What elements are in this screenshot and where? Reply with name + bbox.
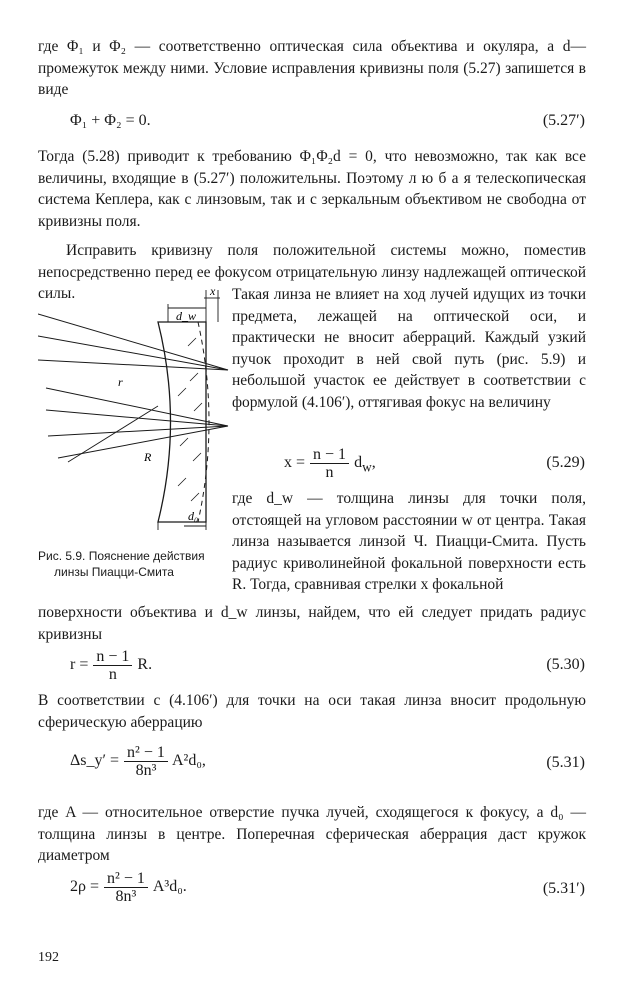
- label-x: x: [210, 286, 216, 298]
- eq-5-29-fraction: [310, 446, 349, 481]
- label-d0: d₀: [188, 509, 199, 523]
- eq-5-30-expression: [70, 648, 152, 683]
- label-dw: d_w: [176, 309, 197, 323]
- text-side1: Такая линза не влияет на ход лучей идущих из точки предмета, лежащей на оптической оси, и практически не вносит аберраций. Каждый узкий пучок проходит в ней свой путь (рис. 5.9) и небольшой участок ее действует в соответствии с формулой (4.106′), оттягивая фокус на величину: [232, 286, 586, 411]
- figure-caption: [38, 548, 228, 580]
- equation-5-29: [0, 444, 623, 484]
- eq-5-31-lhs: Δs_y′ =: [70, 752, 120, 770]
- text-p5: В соответствии с (4.106′) для точки на оси такая линза вносит продольную сферическую аберрацию: [38, 692, 586, 731]
- figure-5-9-lens-diagram: [38, 286, 230, 532]
- page-number: 192: [38, 950, 59, 965]
- paragraph-1: [38, 36, 586, 101]
- text-p1: где Φ₁ и Φ₂ — соответственно оптическая сила объектива и окуляра, а d—промежуток между ними. Условие исправления кривизны поля (5.27) запишется в виде: [38, 38, 586, 98]
- text-p2: Тогда (5.28) приводит к требованию Φ₁Φ₂d = 0, что невозможно, так как все величины, входящие в (5.27′) положительны. Поэтому л ю б а я телескопическая система Кеплера, как с линзовым, так и с зеркальным объективом не свободна от кривизны поля.: [38, 148, 586, 230]
- eq-5-31b-denominator: 8n³: [115, 888, 137, 905]
- eq-5-29-tail: ,: [371, 454, 376, 472]
- eq-5-31-number: (5.31): [546, 754, 585, 771]
- side-text-1: [232, 284, 586, 413]
- eq-5-31b-lhs: 2ρ =: [70, 878, 100, 896]
- eq-5-31b-fraction: [104, 870, 148, 905]
- eq-5-27-number: (5.27′): [542, 112, 585, 129]
- eq-5-29-expression: [284, 446, 376, 481]
- eq-5-31-fraction: [124, 744, 168, 779]
- eq-5-31b-numerator: n² − 1: [104, 870, 148, 888]
- label-R: R: [144, 450, 152, 464]
- eq-5-30-fraction: [93, 648, 132, 683]
- equation-5-30: [0, 646, 623, 686]
- side-text-2: [232, 488, 586, 596]
- equation-5-31: [0, 742, 623, 786]
- eq-5-30-lhs: r =: [70, 656, 89, 674]
- text-p4: поверхности объектива и d_w линзы, найдем, что ей следует придать радиус кривизны: [38, 604, 586, 643]
- eq-5-30-rest: R.: [137, 656, 153, 674]
- text-p6: где A — относительное отверстие пучка лучей, сходящегося к фокусу, а d₀ — толщина линзы в центре. Поперечная сферическая аберрация даст кружок диаметром: [38, 804, 586, 864]
- paragraph-4: [38, 602, 586, 645]
- eq-5-29-numerator: n − 1: [310, 446, 349, 464]
- eq-5-30-number: (5.30): [546, 656, 585, 673]
- eq-5-31-denominator: 8n³: [135, 762, 157, 779]
- eq-5-29-number: (5.29): [546, 454, 585, 471]
- eq-5-31-expression: [70, 744, 206, 779]
- label-r: r: [118, 375, 123, 389]
- eq-5-29-lhs: x =: [284, 454, 306, 472]
- caption-line-1: Рис. 5.9. Пояснение действия: [38, 549, 205, 563]
- eq-5-27-expression: Φ₁ + Φ₂ = 0.: [70, 112, 151, 129]
- text-side2: где d_w — толщина линзы для точки поля, отстоящей на угловом расстоянии w от центра. Такая линза называется линзой Ч. Пиацци-Смита. Пусть радиус криволинейной фокальной поверхности есть R. Тогда, сравнивая стрелки x фокальной: [232, 490, 586, 593]
- eq-5-31-rest: A²d₀,: [172, 752, 206, 770]
- paragraph-2: [38, 146, 586, 232]
- equation-5-31-prime: [0, 868, 623, 912]
- paragraph-6: [38, 802, 586, 867]
- eq-5-31b-number: (5.31′): [542, 880, 585, 897]
- text-p3: Исправить кривизну поля положительной системы можно, поместив непосредственно перед ее фокусом отрицательную линзу надлежащей оптической силы.: [38, 242, 586, 302]
- equation-5-27: [0, 110, 623, 140]
- eq-5-29-denominator: n: [325, 464, 334, 481]
- eq-5-29-sub: w: [362, 459, 372, 475]
- caption-line-2: линзы Пиацци-Смита: [54, 565, 174, 579]
- eq-5-29-rest: d: [354, 454, 363, 472]
- eq-5-31-numerator: n² − 1: [124, 744, 168, 762]
- paragraph-5: [38, 690, 586, 733]
- eq-5-31b-rest: A³d₀.: [152, 878, 187, 896]
- eq-5-31b-expression: [70, 870, 187, 905]
- eq-5-30-numerator: n − 1: [93, 648, 132, 666]
- eq-5-30-denominator: n: [108, 666, 117, 683]
